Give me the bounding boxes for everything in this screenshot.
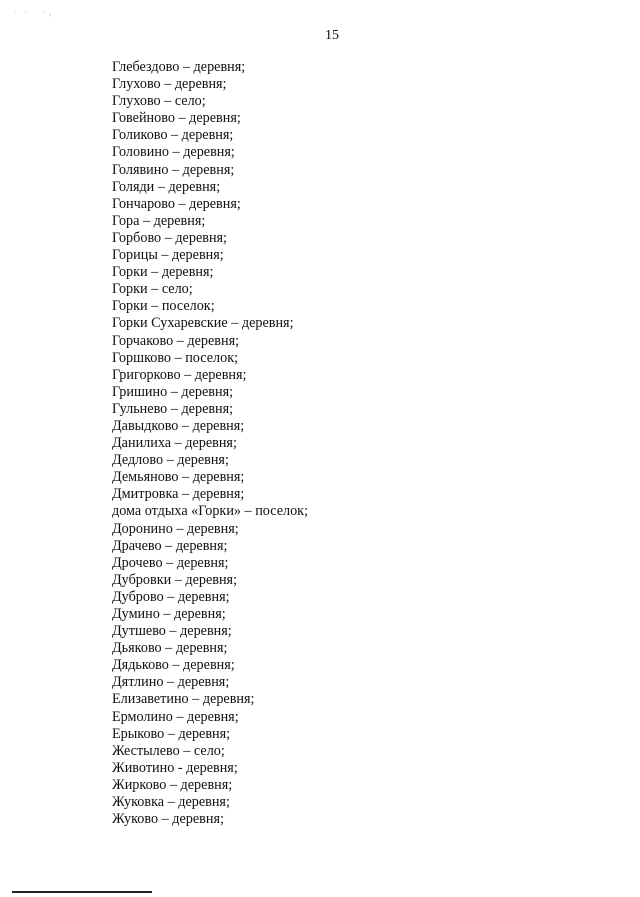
list-item: Доронино – деревня; [112, 520, 239, 537]
list-item: Жуковка – деревня; [112, 794, 230, 811]
list-item: Григорково – деревня; [112, 366, 247, 383]
list-item: Ермолино – деревня; [112, 708, 239, 725]
list-item: Дмитровка – деревня; [112, 486, 245, 503]
list-item: Голиково – деревня; [112, 127, 234, 144]
list-item: Дядьково – деревня; [112, 657, 235, 674]
scan-marks: ˙ ' '› [14, 10, 55, 19]
list-item: Жестылево – село; [112, 742, 225, 759]
list-item: дома отдыха «Горки» – поселок; [112, 503, 309, 520]
list-item: Глухово – деревня; [112, 76, 227, 93]
list-item: Демьяново – деревня; [112, 469, 245, 486]
list-item: Горчаково – деревня; [112, 332, 240, 349]
list-item: Жирково – деревня; [112, 776, 233, 793]
list-item: Давыдково – деревня; [112, 417, 245, 434]
list-item: Ерыково – деревня; [112, 725, 231, 742]
list-item: Глебездово – деревня; [112, 59, 246, 75]
list-item: Думино – деревня; [112, 606, 226, 622]
list-item: Дутшево – деревня; [112, 623, 232, 640]
list-item: Данилиха – деревня; [112, 435, 237, 452]
list-item: Горшково – поселок; [112, 349, 239, 366]
list-item: Головино – деревня; [112, 144, 235, 161]
list-item: Дедлово – деревня; [112, 452, 229, 469]
list-item: Гульнево – деревня; [112, 400, 234, 417]
page-number: 15 [325, 28, 339, 43]
list-item: Гончарово – деревня; [112, 195, 241, 212]
footer-rule [12, 891, 152, 893]
settlement-list [112, 59, 308, 828]
list-item: Горицы – деревня; [112, 247, 224, 264]
list-item: Дятлино – деревня; [112, 674, 230, 691]
list-item: Горки Сухаревские – деревня; [112, 315, 294, 332]
list-item: Елизаветино – деревня; [112, 691, 255, 708]
list-item: Голяди – деревня; [112, 178, 221, 195]
list-item: Дьяково – деревня; [112, 640, 228, 657]
list-item: Горки – поселок; [112, 298, 215, 315]
list-item: Животино - деревня; [112, 759, 238, 776]
list-item: Горки – село; [112, 281, 193, 298]
list-item: Дуброво – деревня; [112, 588, 230, 605]
list-item: Глухово – село; [112, 93, 206, 110]
list-item: Дрочево – деревня; [112, 554, 229, 571]
list-item: Драчево – деревня; [112, 537, 228, 554]
list-item: Дубровки – деревня; [112, 571, 238, 588]
list-item: Гришино – деревня; [112, 383, 234, 400]
list-item: Горки – деревня; [112, 264, 214, 281]
list-item: Голявино – деревня; [112, 161, 235, 178]
list-item: Горбово – деревня; [112, 229, 228, 246]
list-item: Гора – деревня; [112, 212, 206, 229]
list-item: Жуково – деревня; [112, 811, 224, 828]
list-item: Говейново – деревня; [112, 110, 241, 127]
